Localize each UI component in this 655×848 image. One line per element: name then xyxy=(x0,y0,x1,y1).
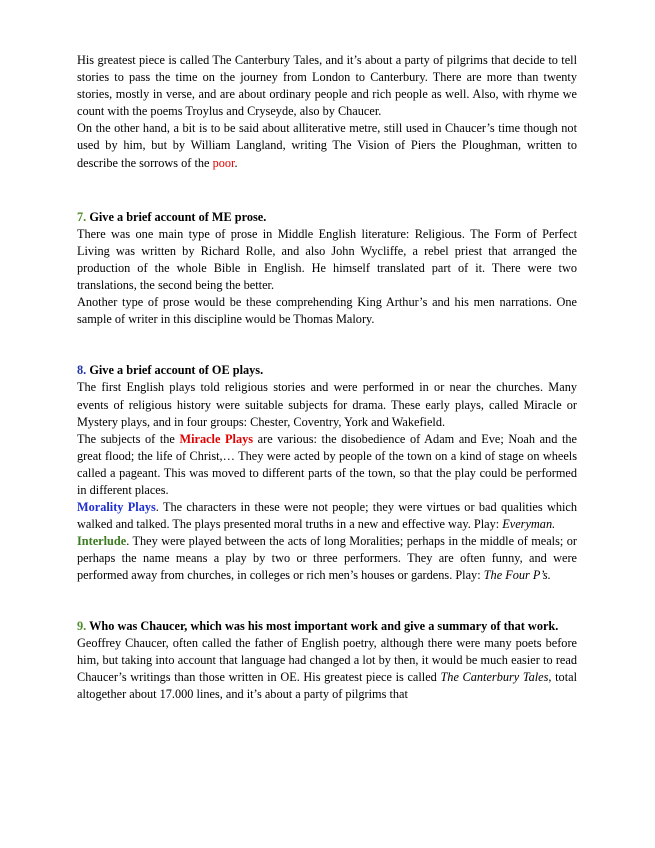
question-8-paragraph-2 xyxy=(77,431,577,499)
question-8-text-3-end: . xyxy=(552,517,556,532)
play-everyman: Everyman xyxy=(502,517,553,532)
question-7-paragraph-1 xyxy=(77,226,577,294)
question-8-paragraph-4 xyxy=(77,533,577,584)
question-9-heading xyxy=(77,618,577,635)
question-9-title: Who was Chaucer, which was his most important work and give a summary of that work. xyxy=(89,618,559,633)
question-9-text-1a: Geoffrey Chaucer, often called the father of English poetry, although there were many poets before him, but taking into account that language had changed a lot by then, it would be much easier to read Chaucer’s writings than those written in OE. His greatest piece is called xyxy=(77,635,577,684)
spacer xyxy=(77,172,577,209)
question-8-text-1: The first English plays told religious stories and were performed in or near the churches. Many events of religious history were suitable subjects for drama. These early plays, called Miracle or Mystery plays, and in four groups: Chester, Coventry, York and Wakefield. xyxy=(77,380,577,429)
spacer xyxy=(77,585,577,618)
work-canterbury-tales: The Canterbury Tales xyxy=(440,669,549,684)
question-9-paragraph-1 xyxy=(77,635,577,703)
question-7-number: 7. xyxy=(77,209,87,224)
question-8-paragraph-3 xyxy=(77,499,577,533)
question-8-text-4-end: . xyxy=(547,568,551,583)
question-8-paragraph-1 xyxy=(77,379,577,430)
question-7-text-2: Another type of prose would be these comprehending King Arthur’s and his men narrations. One sample of writer in this discipline would be Thomas Malory. xyxy=(77,295,577,327)
intro-text-2-end: . xyxy=(234,155,238,170)
question-8-title: Give a brief account of OE plays. xyxy=(89,363,264,378)
question-8-text-4: . They were played between the acts of long Moralities; perhaps in the middle of meals; or perhaps the name means a play by two or three performers. They are often funny, and were performed away from churches, in colleges or rich men’s houses or gardens. Play: xyxy=(77,534,577,583)
intro-paragraph-1 xyxy=(77,52,577,120)
question-9-text-1b: , total altogether about 17.000 lines, and it’s about a party of pilgrims that xyxy=(77,669,577,701)
term-interlude: Interlude xyxy=(77,534,127,549)
question-8-heading xyxy=(77,362,577,379)
question-7-title: Give a brief account of ME prose. xyxy=(89,209,267,224)
question-8-text-2b: are various: the disobedience of Adam and Eve; Noah and the great flood; the life of Christ,… They were acted by people of the town on a kind of stage on wheels called a pageant. This was moved to different parts of the town, so that the play could be performed in different places. xyxy=(77,431,577,497)
intro-text-1: His greatest piece is called The Canterbury Tales, and it’s about a party of pilgrims that decide to tell stories to pass the time on the journey from London to Canterbury. There are more than twenty stories, mostly in verse, and are about ordinary people and rich people as well. Also, with rhyme we count with the poems Troylus and Cryseyde, also by Chaucer. xyxy=(77,53,577,119)
intro-text-2: On the other hand, a bit is to be said about alliterative metre, still used in Chaucer’s time though not used by him, but by William Langland, writing The Vision of Piers the Ploughman, written to describe the sorrows of the xyxy=(77,121,577,170)
question-8-text-2a: The subjects of the xyxy=(77,431,180,446)
intro-paragraph-2 xyxy=(77,120,577,171)
question-7-paragraph-2 xyxy=(77,294,577,328)
question-7-text-1: There was one main type of prose in Middle English literature: Religious. The Form of Perfect Living was written by Richard Rolle, and also John Wycliffe, a rebel priest that arranged the production of the whole Bible in English. He himself translated part of it. There were two translations, the second being the better. xyxy=(77,226,577,293)
term-morality-plays: Morality Plays xyxy=(77,500,156,515)
document-page xyxy=(77,52,577,703)
term-miracle-plays: Miracle Plays xyxy=(179,431,254,446)
question-7-heading xyxy=(77,209,577,226)
question-8-number: 8. xyxy=(77,363,87,378)
question-8-text-3: . The characters in these were not people; they were virtues or bad qualities which walked and talked. The plays presented moral truths in a new and effective way. Play: xyxy=(77,500,577,532)
highlight-poor: poor xyxy=(212,155,235,170)
question-9-number: 9. xyxy=(77,618,87,633)
play-four-ps: The Four P’s xyxy=(483,568,548,583)
spacer xyxy=(77,328,577,362)
